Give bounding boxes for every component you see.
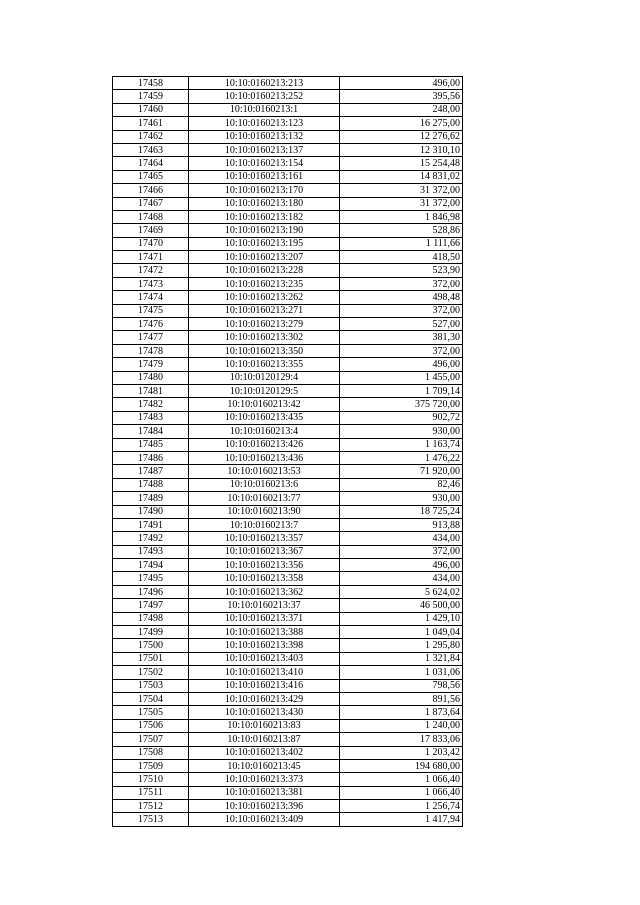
table-row <box>113 304 463 317</box>
row-number-cell: 17471 <box>113 251 189 264</box>
table-row <box>113 237 463 250</box>
row-number-cell: 17497 <box>113 599 189 612</box>
value-cell: 798,56 <box>340 679 463 692</box>
value-cell: 1 163,74 <box>340 438 463 451</box>
value-cell: 527,00 <box>340 318 463 331</box>
row-number-cell: 17472 <box>113 264 189 277</box>
value-cell: 12 276,62 <box>340 130 463 143</box>
value-cell: 913,88 <box>340 518 463 531</box>
cadastral-number-cell: 10:10:0160213:6 <box>189 478 340 491</box>
row-number-cell: 17487 <box>113 465 189 478</box>
cadastral-number-cell: 10:10:0160213:37 <box>189 599 340 612</box>
cadastral-number-cell: 10:10:0160213:1 <box>189 103 340 116</box>
table-row <box>113 612 463 625</box>
value-cell: 496,00 <box>340 559 463 572</box>
cadastral-number-cell: 10:10:0120129:4 <box>189 371 340 384</box>
cadastral-number-cell: 10:10:0160213:182 <box>189 210 340 223</box>
cadastral-number-cell: 10:10:0160213:4 <box>189 425 340 438</box>
row-number-cell: 17460 <box>113 103 189 116</box>
row-number-cell: 17468 <box>113 210 189 223</box>
table-row <box>113 706 463 719</box>
cadastral-number-cell: 10:10:0160213:396 <box>189 800 340 813</box>
cadastral-number-cell: 10:10:0160213:388 <box>189 626 340 639</box>
value-cell: 248,00 <box>340 103 463 116</box>
cadastral-number-cell: 10:10:0160213:137 <box>189 143 340 156</box>
row-number-cell: 17461 <box>113 117 189 130</box>
table-row <box>113 679 463 692</box>
table-row <box>113 184 463 197</box>
table-row <box>113 719 463 732</box>
row-number-cell: 17492 <box>113 532 189 545</box>
value-cell: 18 725,24 <box>340 505 463 518</box>
table-row <box>113 532 463 545</box>
table-row <box>113 358 463 371</box>
cadastral-number-cell: 10:10:0160213:262 <box>189 291 340 304</box>
table-row <box>113 318 463 331</box>
value-cell: 1 256,74 <box>340 800 463 813</box>
cadastral-number-cell: 10:10:0160213:403 <box>189 652 340 665</box>
cadastral-number-cell: 10:10:0160213:430 <box>189 706 340 719</box>
row-number-cell: 17479 <box>113 358 189 371</box>
table-row <box>113 545 463 558</box>
value-cell: 1 417,94 <box>340 813 463 826</box>
cadastral-number-cell: 10:10:0160213:429 <box>189 692 340 705</box>
table-row <box>113 384 463 397</box>
cadastral-number-cell: 10:10:0160213:180 <box>189 197 340 210</box>
cadastral-number-cell: 10:10:0160213:252 <box>189 90 340 103</box>
table-row <box>113 170 463 183</box>
table-row <box>113 746 463 759</box>
value-cell: 434,00 <box>340 532 463 545</box>
cadastral-number-cell: 10:10:0160213:161 <box>189 170 340 183</box>
row-number-cell: 17459 <box>113 90 189 103</box>
value-cell: 31 372,00 <box>340 197 463 210</box>
table-row <box>113 559 463 572</box>
table-row <box>113 505 463 518</box>
row-number-cell: 17510 <box>113 773 189 786</box>
table-row <box>113 197 463 210</box>
table-row <box>113 117 463 130</box>
row-number-cell: 17470 <box>113 237 189 250</box>
value-cell: 372,00 <box>340 277 463 290</box>
cadastral-number-cell: 10:10:0160213:402 <box>189 746 340 759</box>
row-number-cell: 17508 <box>113 746 189 759</box>
value-cell: 434,00 <box>340 572 463 585</box>
cadastral-number-cell: 10:10:0160213:302 <box>189 331 340 344</box>
value-cell: 1 429,10 <box>340 612 463 625</box>
cadastral-number-cell: 10:10:0160213:373 <box>189 773 340 786</box>
value-cell: 1 203,42 <box>340 746 463 759</box>
value-cell: 17 833,06 <box>340 733 463 746</box>
row-number-cell: 17466 <box>113 184 189 197</box>
value-cell: 12 310,10 <box>340 143 463 156</box>
value-cell: 1 066,40 <box>340 773 463 786</box>
row-number-cell: 17475 <box>113 304 189 317</box>
table-row <box>113 251 463 264</box>
row-number-cell: 17490 <box>113 505 189 518</box>
value-cell: 46 500,00 <box>340 599 463 612</box>
table-row <box>113 157 463 170</box>
value-cell: 496,00 <box>340 77 463 90</box>
cadastral-number-cell: 10:10:0160213:213 <box>189 77 340 90</box>
cadastral-number-cell: 10:10:0160213:170 <box>189 184 340 197</box>
table-row <box>113 813 463 826</box>
table-row <box>113 639 463 652</box>
value-cell: 528,86 <box>340 224 463 237</box>
value-cell: 194 680,00 <box>340 759 463 772</box>
value-cell: 418,50 <box>340 251 463 264</box>
row-number-cell: 17469 <box>113 224 189 237</box>
row-number-cell: 17483 <box>113 411 189 424</box>
value-cell: 1 049,04 <box>340 626 463 639</box>
row-number-cell: 17503 <box>113 679 189 692</box>
cadastral-number-cell: 10:10:0160213:358 <box>189 572 340 585</box>
value-cell: 372,00 <box>340 344 463 357</box>
cadastral-number-cell: 10:10:0160213:271 <box>189 304 340 317</box>
value-cell: 1 321,84 <box>340 652 463 665</box>
row-number-cell: 17513 <box>113 813 189 826</box>
row-number-cell: 17462 <box>113 130 189 143</box>
row-number-cell: 17485 <box>113 438 189 451</box>
cadastral-number-cell: 10:10:0160213:195 <box>189 237 340 250</box>
cadastral-number-cell: 10:10:0160213:426 <box>189 438 340 451</box>
table-row <box>113 786 463 799</box>
row-number-cell: 17501 <box>113 652 189 665</box>
value-cell: 1 846,98 <box>340 210 463 223</box>
value-cell: 71 920,00 <box>340 465 463 478</box>
row-number-cell: 17481 <box>113 384 189 397</box>
table-row <box>113 626 463 639</box>
row-number-cell: 17502 <box>113 666 189 679</box>
value-cell: 498,48 <box>340 291 463 304</box>
row-number-cell: 17488 <box>113 478 189 491</box>
table-row <box>113 733 463 746</box>
cadastral-number-cell: 10:10:0120129:5 <box>189 384 340 397</box>
row-number-cell: 17476 <box>113 318 189 331</box>
row-number-cell: 17506 <box>113 719 189 732</box>
row-number-cell: 17467 <box>113 197 189 210</box>
table-row <box>113 451 463 464</box>
table-row <box>113 599 463 612</box>
row-number-cell: 17480 <box>113 371 189 384</box>
cadastral-number-cell: 10:10:0160213:357 <box>189 532 340 545</box>
cadastral-number-cell: 10:10:0160213:123 <box>189 117 340 130</box>
cadastral-number-cell: 10:10:0160213:53 <box>189 465 340 478</box>
cadastral-number-cell: 10:10:0160213:367 <box>189 545 340 558</box>
value-cell: 1 066,40 <box>340 786 463 799</box>
table-row <box>113 465 463 478</box>
row-number-cell: 17474 <box>113 291 189 304</box>
table-row <box>113 438 463 451</box>
table-row <box>113 143 463 156</box>
value-cell: 372,00 <box>340 545 463 558</box>
table-row <box>113 492 463 505</box>
value-cell: 375 720,00 <box>340 398 463 411</box>
row-number-cell: 17465 <box>113 170 189 183</box>
cadastral-number-cell: 10:10:0160213:228 <box>189 264 340 277</box>
table-row <box>113 291 463 304</box>
table-row <box>113 344 463 357</box>
cadastral-number-cell: 10:10:0160213:87 <box>189 733 340 746</box>
cadastral-number-cell: 10:10:0160213:350 <box>189 344 340 357</box>
row-number-cell: 17495 <box>113 572 189 585</box>
table-row <box>113 277 463 290</box>
table-row <box>113 478 463 491</box>
row-number-cell: 17464 <box>113 157 189 170</box>
row-number-cell: 17491 <box>113 518 189 531</box>
row-number-cell: 17498 <box>113 612 189 625</box>
row-number-cell: 17499 <box>113 626 189 639</box>
row-number-cell: 17484 <box>113 425 189 438</box>
value-cell: 930,00 <box>340 492 463 505</box>
cadastral-number-cell: 10:10:0160213:355 <box>189 358 340 371</box>
table-row <box>113 103 463 116</box>
table-row <box>113 666 463 679</box>
cadastral-number-cell: 10:10:0160213:42 <box>189 398 340 411</box>
table-row <box>113 264 463 277</box>
row-number-cell: 17494 <box>113 559 189 572</box>
value-cell: 1 709,14 <box>340 384 463 397</box>
table-row <box>113 572 463 585</box>
value-cell: 82,46 <box>340 478 463 491</box>
cadastral-number-cell: 10:10:0160213:381 <box>189 786 340 799</box>
row-number-cell: 17477 <box>113 331 189 344</box>
cadastral-value-table <box>112 76 463 827</box>
row-number-cell: 17511 <box>113 786 189 799</box>
value-cell: 523,90 <box>340 264 463 277</box>
value-cell: 372,00 <box>340 304 463 317</box>
cadastral-number-cell: 10:10:0160213:279 <box>189 318 340 331</box>
row-number-cell: 17493 <box>113 545 189 558</box>
row-number-cell: 17507 <box>113 733 189 746</box>
table-row <box>113 800 463 813</box>
row-number-cell: 17512 <box>113 800 189 813</box>
value-cell: 31 372,00 <box>340 184 463 197</box>
value-cell: 1 476,22 <box>340 451 463 464</box>
table-row <box>113 331 463 344</box>
cadastral-number-cell: 10:10:0160213:435 <box>189 411 340 424</box>
table-row <box>113 398 463 411</box>
value-cell: 1 031,06 <box>340 666 463 679</box>
row-number-cell: 17496 <box>113 585 189 598</box>
row-number-cell: 17463 <box>113 143 189 156</box>
cadastral-number-cell: 10:10:0160213:436 <box>189 451 340 464</box>
value-cell: 1 240,00 <box>340 719 463 732</box>
cadastral-number-cell: 10:10:0160213:371 <box>189 612 340 625</box>
cadastral-number-cell: 10:10:0160213:409 <box>189 813 340 826</box>
cadastral-number-cell: 10:10:0160213:398 <box>189 639 340 652</box>
cadastral-number-cell: 10:10:0160213:154 <box>189 157 340 170</box>
row-number-cell: 17505 <box>113 706 189 719</box>
table-row <box>113 652 463 665</box>
cadastral-number-cell: 10:10:0160213:190 <box>189 224 340 237</box>
value-cell: 15 254,48 <box>340 157 463 170</box>
table-row <box>113 77 463 90</box>
row-number-cell: 17486 <box>113 451 189 464</box>
cadastral-number-cell: 10:10:0160213:83 <box>189 719 340 732</box>
cadastral-number-cell: 10:10:0160213:207 <box>189 251 340 264</box>
cadastral-number-cell: 10:10:0160213:77 <box>189 492 340 505</box>
table-row <box>113 759 463 772</box>
cadastral-number-cell: 10:10:0160213:90 <box>189 505 340 518</box>
table-row <box>113 518 463 531</box>
value-cell: 14 831,02 <box>340 170 463 183</box>
table-row <box>113 210 463 223</box>
value-cell: 902,72 <box>340 411 463 424</box>
row-number-cell: 17509 <box>113 759 189 772</box>
row-number-cell: 17504 <box>113 692 189 705</box>
value-cell: 930,00 <box>340 425 463 438</box>
table-row <box>113 585 463 598</box>
value-cell: 1 455,00 <box>340 371 463 384</box>
table-row <box>113 130 463 143</box>
row-number-cell: 17500 <box>113 639 189 652</box>
table-row <box>113 90 463 103</box>
table-row <box>113 411 463 424</box>
cadastral-number-cell: 10:10:0160213:132 <box>189 130 340 143</box>
table-row <box>113 425 463 438</box>
table-row <box>113 371 463 384</box>
value-cell: 5 624,02 <box>340 585 463 598</box>
value-cell: 1 295,80 <box>340 639 463 652</box>
row-number-cell: 17489 <box>113 492 189 505</box>
table-row <box>113 692 463 705</box>
cadastral-number-cell: 10:10:0160213:45 <box>189 759 340 772</box>
row-number-cell: 17473 <box>113 277 189 290</box>
value-cell: 1 111,66 <box>340 237 463 250</box>
value-cell: 395,56 <box>340 90 463 103</box>
cadastral-number-cell: 10:10:0160213:235 <box>189 277 340 290</box>
cadastral-number-cell: 10:10:0160213:416 <box>189 679 340 692</box>
cadastral-number-cell: 10:10:0160213:410 <box>189 666 340 679</box>
value-cell: 891,56 <box>340 692 463 705</box>
row-number-cell: 17482 <box>113 398 189 411</box>
row-number-cell: 17478 <box>113 344 189 357</box>
value-cell: 16 275,00 <box>340 117 463 130</box>
value-cell: 496,00 <box>340 358 463 371</box>
value-cell: 381,30 <box>340 331 463 344</box>
row-number-cell: 17458 <box>113 77 189 90</box>
table-row <box>113 773 463 786</box>
cadastral-number-cell: 10:10:0160213:362 <box>189 585 340 598</box>
table-body <box>113 77 463 827</box>
cadastral-number-cell: 10:10:0160213:356 <box>189 559 340 572</box>
value-cell: 1 873,64 <box>340 706 463 719</box>
cadastral-number-cell: 10:10:0160213:7 <box>189 518 340 531</box>
table-row <box>113 224 463 237</box>
